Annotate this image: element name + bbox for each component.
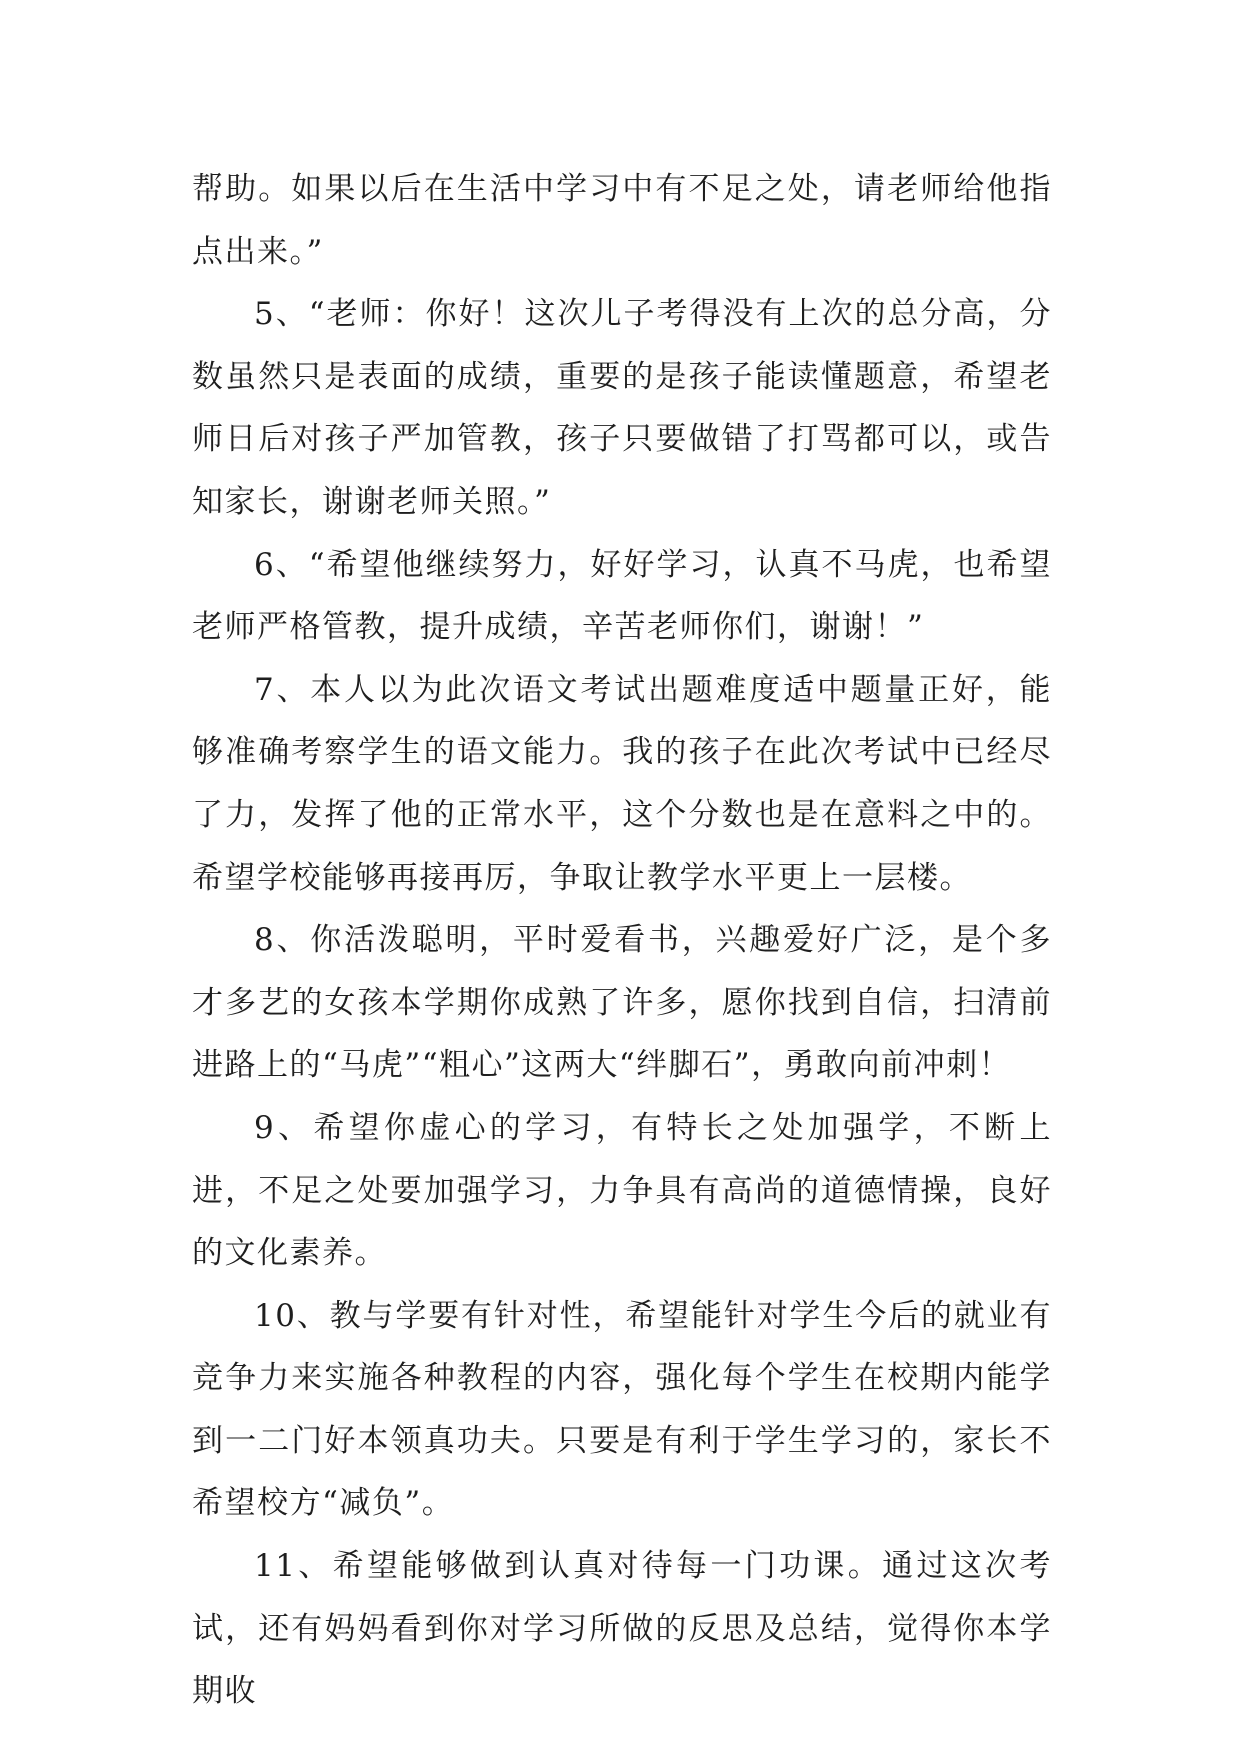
paragraph-item-11: 11、希望能够做到认真对待每一门功课。通过这次考试，还有妈妈看到你对学习所做的反思及总结，觉得你本学期收 bbox=[192, 1548, 1052, 1710]
paragraph-item-8: 8、你活泼聪明，平时爱看书，兴趣爱好广泛，是个多才多艺的女孩本学期你成熟了许多，愿你找到自信，扫清前进路上的“马虎”“粗心”这两大“绊脚石”，勇敢向前冲刺！ bbox=[192, 922, 1052, 1084]
paragraph-item-6: 6、“希望他继续努力，好好学习，认真不马虎，也希望老师严格管教，提升成绩，辛苦老师你们，谢谢！” bbox=[192, 546, 1052, 646]
paragraph-item-10: 10、教与学要有针对性，希望能针对学生今后的就业有竞争力来实施各种教程的内容，强化每个学生在校期内能学到一二门好本领真功夫。只要是有利于学生学习的，家长不希望校方“减负”。 bbox=[192, 1297, 1052, 1522]
paragraph-item-5: 5、“老师：你好！这次儿子考得没有上次的总分高，分数虽然只是表面的成绩，重要的是孩子能读懂题意，希望老师日后对孩子严加管教，孩子只要做错了打骂都可以，或告知家长，谢谢老师关照。” bbox=[192, 296, 1052, 520]
paragraph-item-7: 7、本人以为此次语文考试出题难度适中题量正好，能够准确考察学生的语文能力。我的孩子在此次考试中已经尽了力，发挥了他的正常水平，这个分数也是在意料之中的。希望学校能够再接再厉，争取让教学水平更上一层楼。 bbox=[192, 671, 1052, 896]
document-body bbox=[192, 158, 1052, 1723]
paragraph-continuation: 帮助。如果以后在生活中学习中有不足之处，请老师给他指点出来。” bbox=[192, 171, 1052, 270]
paragraph-item-9: 9、希望你虚心的学习，有特长之处加强学，不断上进，不足之处要加强学习，力争具有高尚的道德情操，良好的文化素养。 bbox=[192, 1109, 1052, 1272]
